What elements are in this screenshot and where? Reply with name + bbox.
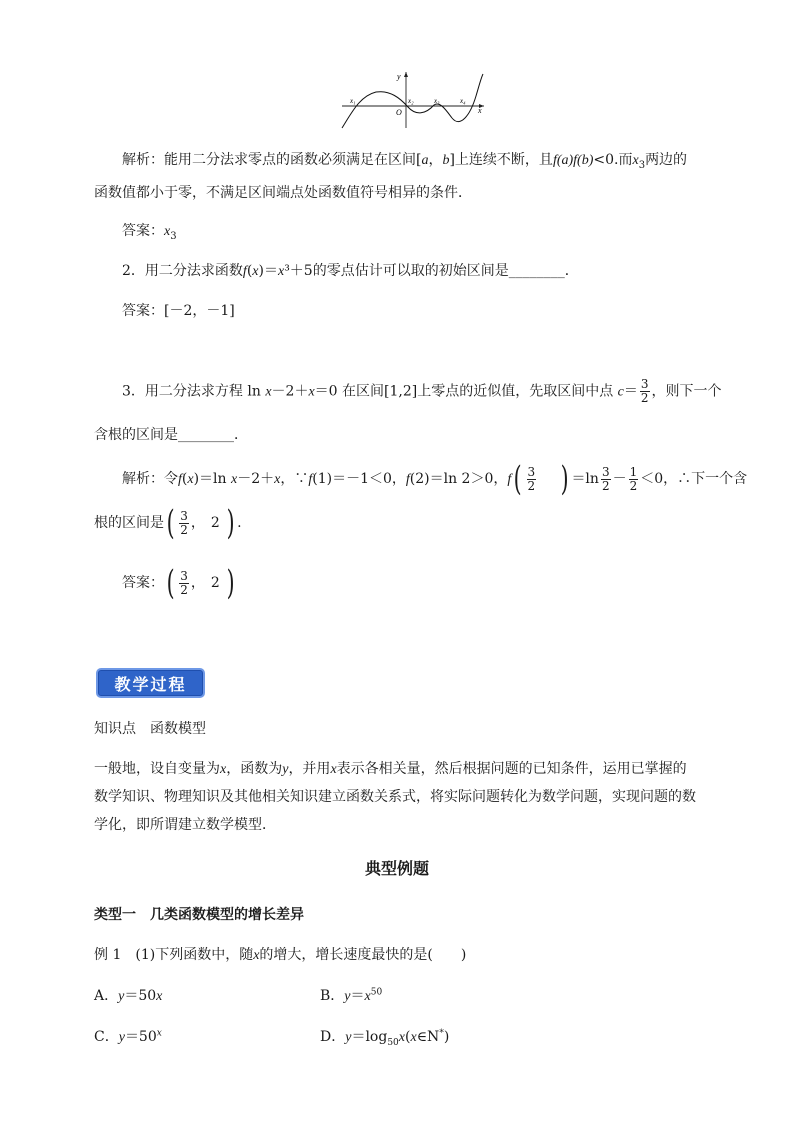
answer2: 答案：[－2，－1] — [122, 303, 235, 319]
fraction: $\frac{3}{2}$ — [180, 508, 188, 537]
question3-line2: 含根的区间是________． — [94, 427, 248, 443]
x-axis-label: x — [478, 106, 482, 115]
analysis3-line1: 解析：令f(x)＝ln x－2＋x，∵f(1)＝－1＜0，f(2)＝ln 2＞0，f( $\frac{3}{2}$ ) ＝ln $\frac{3}{2}$ － $\frac{1}{2}$ ＜0，∴下一个含 — [122, 459, 748, 499]
fraction: $\frac{3}{2}$ — [180, 568, 188, 597]
example1-question: 例 1 (1)下列函数中，随x的增大，增长速度最快的是( ) — [94, 947, 467, 963]
fraction: $\frac{3}{2}$ — [527, 464, 536, 493]
point-label-x2: x₂ — [408, 97, 414, 105]
point-label-x4: x₄ — [460, 97, 466, 105]
model-paragraph-line2: 数学知识、物理知识及其他相关知识建立函数关系式，将实际问题转化为数学问题，实现问题的数 — [94, 789, 696, 805]
section-badge: 教学过程 — [96, 668, 205, 698]
type1-heading: 类型一 几类函数模型的增长差异 — [94, 907, 304, 923]
answer3: 答案：( $\frac{3}{2}$ ， 2 ) — [122, 563, 235, 603]
option-c: C．$y=50^x$ — [94, 1028, 162, 1045]
function-graph — [338, 68, 488, 130]
fraction: $\frac{3}{2}$ — [601, 464, 610, 493]
fraction: $\frac{1}{2}$ — [629, 464, 638, 493]
model-paragraph-line1: 一般地，设自变量为x，函数为y，并用x表示各相关量，然后根据问题的已知条件，运用已掌握的 — [94, 761, 687, 777]
point-label-x1: x₁ — [350, 97, 356, 105]
knowledge-point-title: 知识点 函数模型 — [94, 721, 206, 737]
origin-label: O — [396, 108, 402, 117]
model-paragraph-line3: 学化，即所谓建立数学模型． — [94, 817, 276, 833]
answer1: 答案：$x_3$ — [122, 223, 177, 242]
question2: 2．用二分法求函数f(x)＝x³＋5的零点估计可以取的初始区间是________． — [122, 263, 579, 279]
question3-line1: 3．用二分法求方程 ln x－2＋x＝0 在区间[1,2]上零点的近似值，先取区间中点 c＝ $\frac{3}{2}$ ，则下一个 — [122, 377, 722, 405]
analysis1-line1: 解析：能用二分法求零点的函数必须满足在区间[a，b]上连续不断，且f(a)f(b)<0.而$x_3$两边的 — [122, 152, 688, 171]
y-axis-arrow — [404, 72, 408, 77]
y-axis-label: y — [397, 72, 401, 81]
fraction: $\frac{3}{2}$ — [640, 377, 649, 405]
option-a: A．y＝50x — [94, 988, 163, 1004]
analysis3-line2: 根的区间是( $\frac{3}{2}$ ， 2 ) . — [94, 503, 242, 543]
section-title: 典型例题 — [364, 859, 429, 878]
option-b: B．$y=x^{50}$ — [320, 987, 383, 1004]
option-d: D．$y=\log_{50}x(x\in N^*)$ — [320, 1028, 450, 1048]
analysis1-line2: 函数值都小于零，不满足区间端点处函数值符号相异的条件． — [94, 185, 472, 201]
point-label-x3: x₃ — [434, 97, 440, 105]
